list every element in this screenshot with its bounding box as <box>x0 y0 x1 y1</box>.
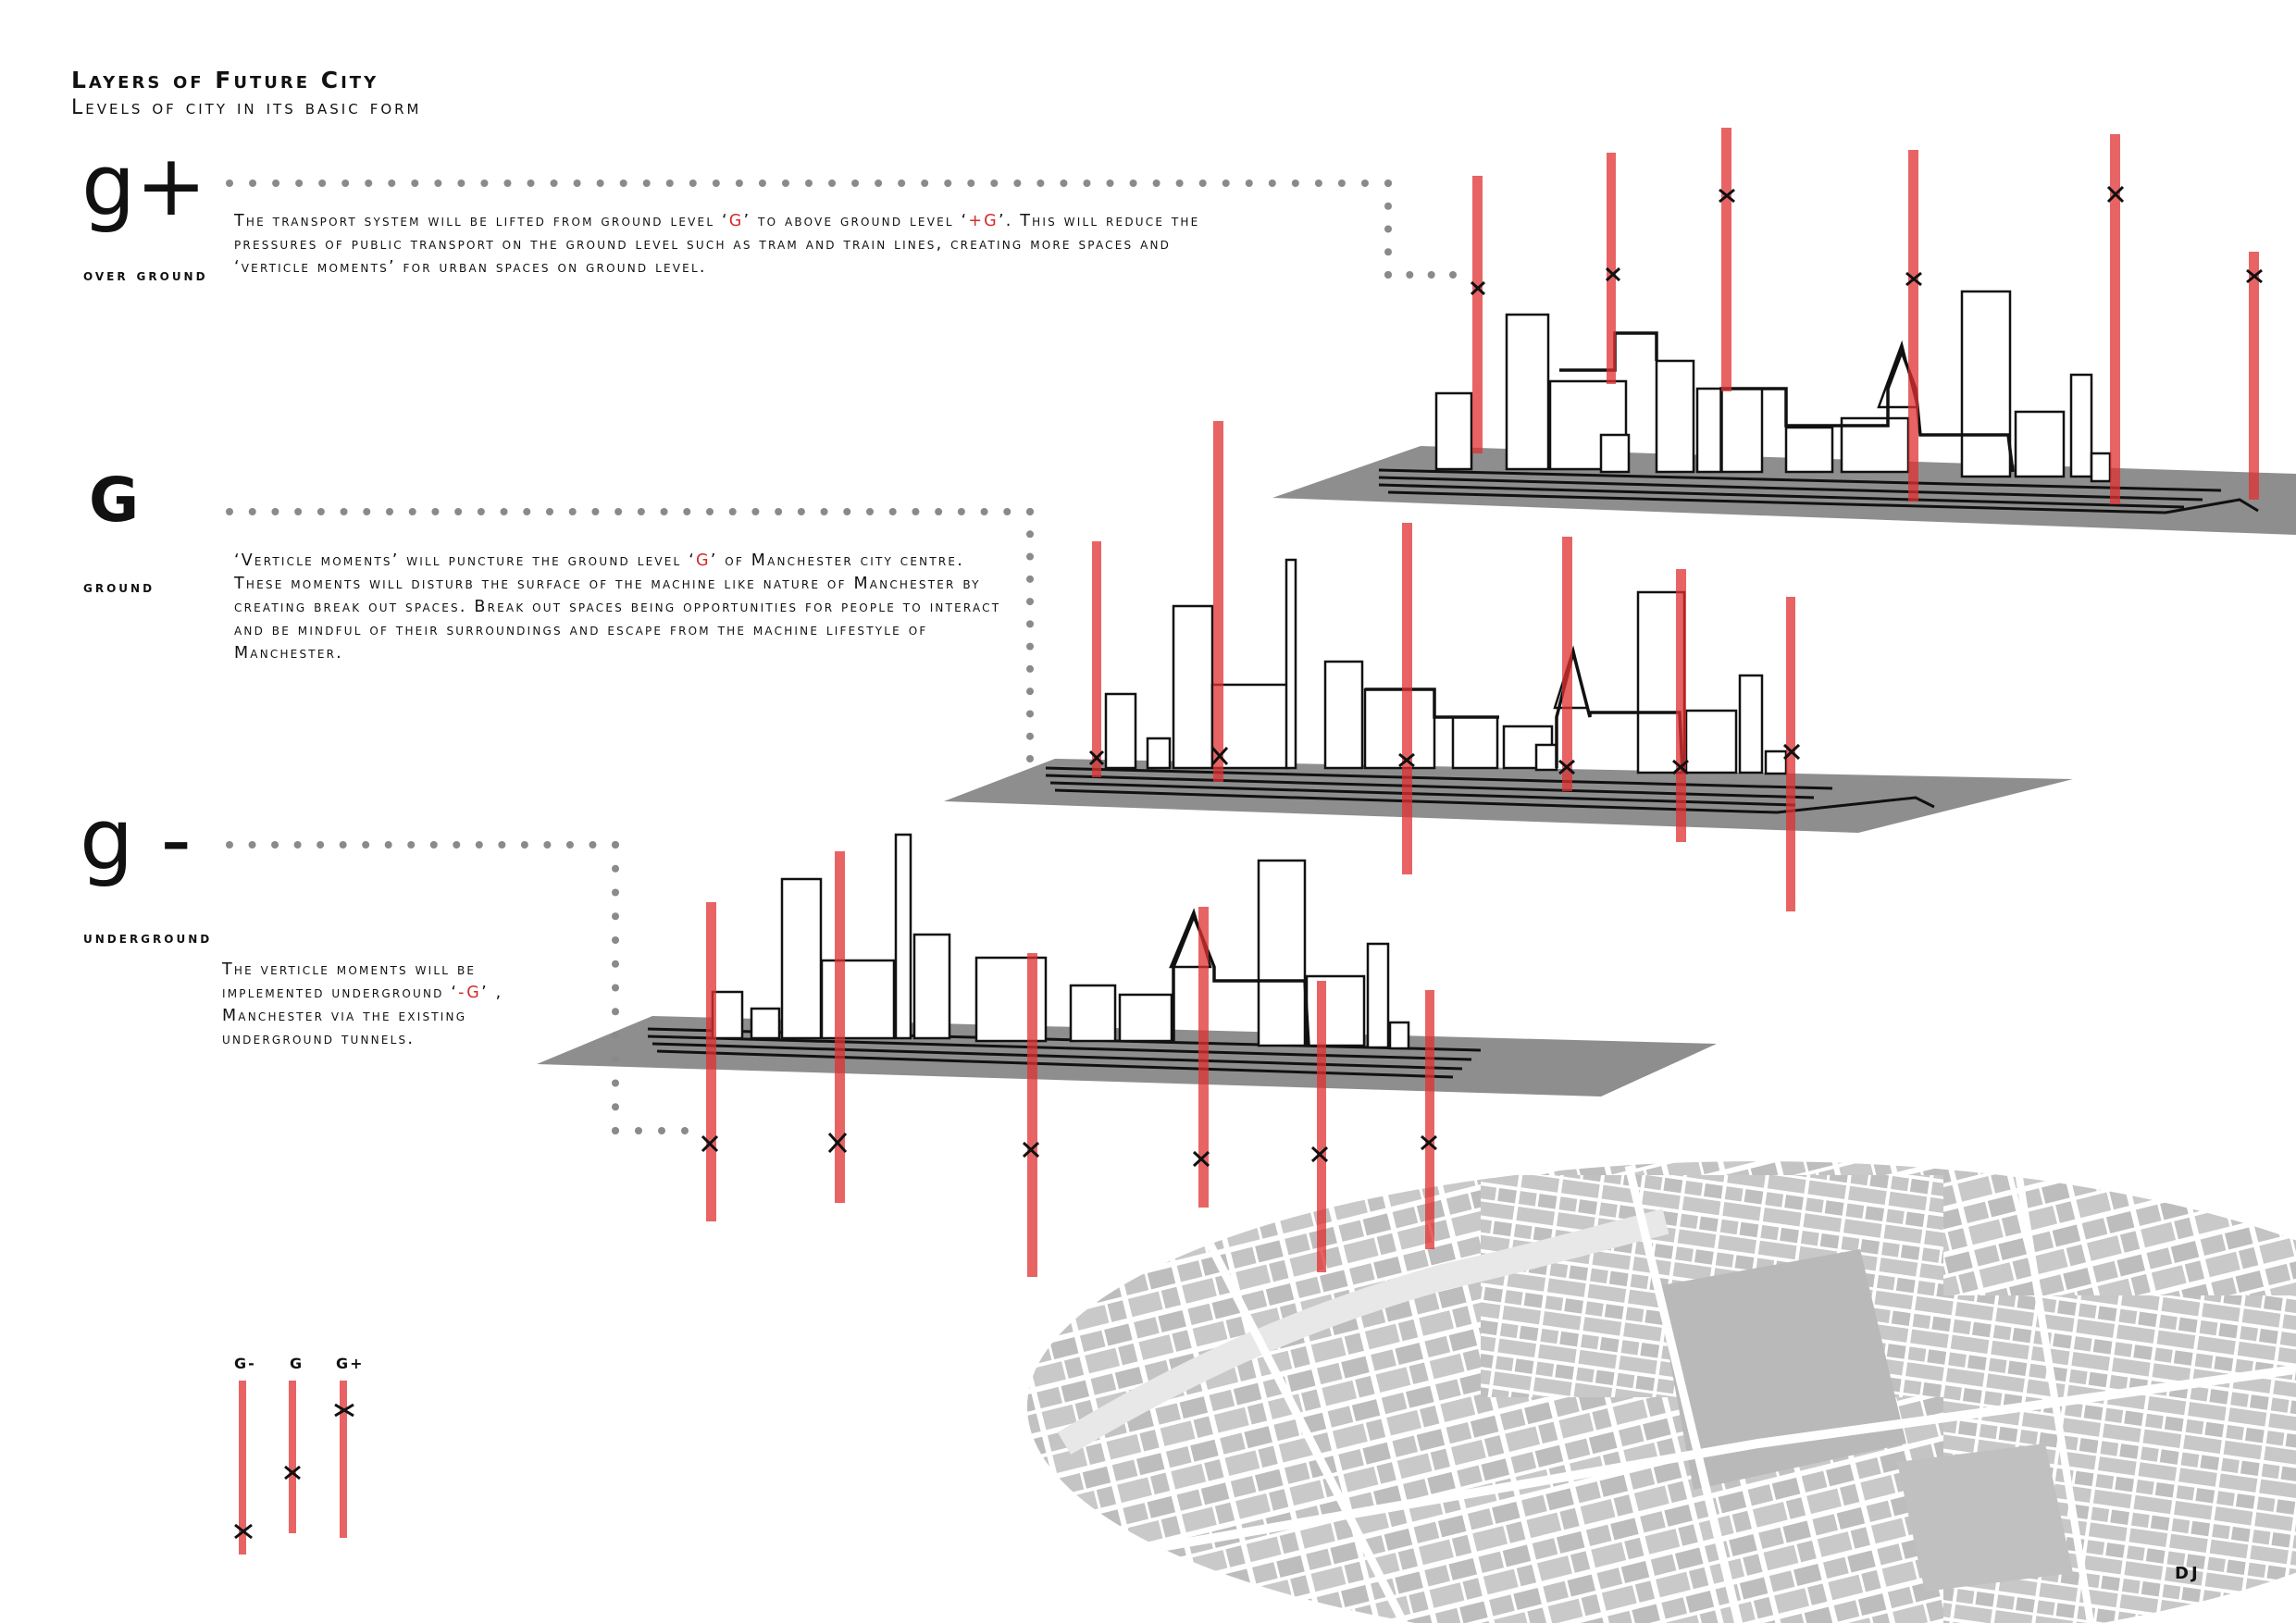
leader-dot <box>612 865 619 873</box>
leader-dot <box>1384 248 1392 255</box>
leader-dot <box>551 180 558 187</box>
leader-dot <box>1384 180 1392 187</box>
red-pillar <box>1721 128 1731 391</box>
legend-pillars <box>235 1381 354 1555</box>
leader-dot <box>226 508 233 515</box>
leader-dot <box>635 1127 642 1134</box>
red-pillar <box>1425 990 1434 1249</box>
leader-dot <box>411 180 418 187</box>
leader-dot <box>1026 665 1034 673</box>
leader-dot <box>566 841 574 849</box>
leader-dot <box>271 841 279 849</box>
leader-dot <box>1292 180 1299 187</box>
leader-dot <box>1026 643 1034 650</box>
legend-pillar-g-plus <box>340 1381 347 1538</box>
leader-dot <box>866 508 874 515</box>
leader-dot <box>1176 180 1184 187</box>
cross-marks <box>702 1134 1436 1166</box>
leader-dot <box>1384 203 1392 210</box>
leader-dot <box>706 508 714 515</box>
skyline-underground <box>713 835 1409 1048</box>
leader-dot <box>612 985 619 992</box>
leader-dot <box>612 889 619 897</box>
leader-dot <box>388 180 395 187</box>
leader-dot <box>453 841 460 849</box>
leader-dot <box>751 508 759 515</box>
leader-dot <box>1246 180 1253 187</box>
leader-dot <box>1153 180 1160 187</box>
leader-dot <box>638 508 645 515</box>
leader-dot <box>944 180 951 187</box>
leader-dot <box>851 180 859 187</box>
leader-dot <box>1026 598 1034 605</box>
leader-dot <box>503 180 511 187</box>
page-subtitle: Levels of city in its basic form <box>71 96 422 119</box>
leader-dot <box>713 180 720 187</box>
red-pillar <box>1908 150 1918 502</box>
leader-dot <box>521 841 528 849</box>
leader-dot <box>249 180 256 187</box>
leader-dot <box>1026 508 1034 515</box>
leader-dot <box>362 841 369 849</box>
leader-dot <box>1428 271 1435 279</box>
leader-dot <box>1013 180 1021 187</box>
leader-dot <box>249 841 256 849</box>
leader-dot <box>272 180 279 187</box>
leader-dot <box>612 1080 619 1087</box>
author-signature: DJ <box>2175 1564 2201 1583</box>
leader-dot <box>967 180 974 187</box>
level-symbol-ground: G <box>89 465 140 536</box>
leader-dot <box>843 508 850 515</box>
leader-dot <box>1130 180 1137 187</box>
leader-dot <box>1036 180 1044 187</box>
leader-dot <box>1199 180 1207 187</box>
leader-dot <box>1449 271 1457 279</box>
leader-dot <box>1107 180 1114 187</box>
leader-dot <box>990 180 998 187</box>
leader-dot <box>689 180 697 187</box>
leader-dot <box>1315 180 1322 187</box>
leader-dot <box>875 180 882 187</box>
leader-dot <box>1361 180 1369 187</box>
leader-dot <box>1026 755 1034 762</box>
leader-dot <box>341 508 348 515</box>
leader-dot <box>981 508 988 515</box>
leader-dot <box>317 508 325 515</box>
level-symbol-underground: g - <box>80 790 192 889</box>
leader-dot <box>385 841 392 849</box>
red-pillar <box>1027 953 1037 1277</box>
leader-dot <box>271 508 279 515</box>
level-symbol-over-ground: g+ <box>81 136 207 235</box>
cross-marks <box>1471 187 2262 294</box>
leader-dot <box>1406 271 1413 279</box>
leader-dot <box>612 1103 619 1110</box>
leader-dot <box>1269 180 1276 187</box>
leader-dot <box>478 508 485 515</box>
leader-dot <box>612 1127 619 1134</box>
leader-dot <box>921 180 928 187</box>
leader-dot <box>821 508 828 515</box>
leader-dot <box>407 841 415 849</box>
red-pillar <box>1317 981 1326 1272</box>
leader-dot <box>430 841 438 849</box>
leader-dot <box>249 508 256 515</box>
leader-dot <box>643 180 651 187</box>
leader-dot <box>612 960 619 968</box>
leader-dot <box>340 841 347 849</box>
leader-dot <box>226 180 233 187</box>
leader-dot <box>365 180 372 187</box>
leader-dot <box>1026 733 1034 740</box>
leader-dot <box>661 508 668 515</box>
leader-dot <box>612 1032 619 1039</box>
legend-label-g-minus: G- <box>234 1355 256 1372</box>
level-name-underground: underground <box>83 929 213 948</box>
leader-dot <box>1384 226 1392 233</box>
leader-dot <box>729 508 737 515</box>
red-pillar <box>1562 537 1572 791</box>
leader-dot <box>546 508 553 515</box>
red-pillar <box>1402 523 1412 874</box>
leader-dot <box>574 180 581 187</box>
leader-dot <box>1338 180 1346 187</box>
red-pillar <box>1676 569 1686 842</box>
leader-dot <box>523 508 530 515</box>
leader-dot <box>958 508 965 515</box>
leader-dot <box>620 180 627 187</box>
leader-dot <box>782 180 789 187</box>
leader-dot <box>612 1056 619 1063</box>
leader-dot <box>898 180 905 187</box>
leader-dot <box>431 508 439 515</box>
red-pillar <box>1092 541 1101 777</box>
leader-dot <box>226 841 233 849</box>
level-text-ground: ‘Verticle moments’ will puncture the ground level ‘G’ of Manchester city centre. These moments will disturb the surface of the machine like nature of Manchester by creating break out spaces. Break out spaces being opportunities for people to interact and be mindful of their surroundings and escape from the machine lifestyle of Manchester. <box>234 551 1001 663</box>
city-map <box>1018 1157 2296 1623</box>
leader-dot <box>476 841 483 849</box>
leader-dot <box>457 180 465 187</box>
level-name-ground: ground <box>83 578 155 597</box>
leader-dot <box>658 1127 665 1134</box>
leader-dot <box>498 841 505 849</box>
leader-dot <box>409 508 416 515</box>
legend-pillar-g <box>289 1381 296 1533</box>
leader-dot <box>1026 553 1034 561</box>
leader-dot <box>1384 271 1392 279</box>
leader-dot <box>775 508 782 515</box>
leader-dot <box>759 180 766 187</box>
level-text-over-ground: The transport system will be lifted from ground level ‘G’ to above ground level ‘+G’. This will reduce the pressures of public transport on the ground level such as tram and train lines, creating more spaces and ‘verticle moments’ for urban spaces on ground level. <box>234 212 1200 277</box>
red-pillar <box>2249 252 2259 500</box>
leader-dot <box>612 1008 619 1015</box>
red-pillar <box>1213 421 1223 782</box>
leader-dot <box>889 508 897 515</box>
leader-dot <box>318 180 326 187</box>
leader-dot <box>1003 508 1011 515</box>
leader-dot <box>1026 620 1034 627</box>
leader-dot <box>597 180 604 187</box>
leader-dot <box>1083 180 1090 187</box>
leader-dot <box>736 180 743 187</box>
plane-over-ground <box>1272 446 2296 535</box>
leader-dot <box>612 841 619 849</box>
leader-dot <box>294 508 302 515</box>
leader-dot <box>1026 576 1034 583</box>
leader-dot <box>1026 688 1034 695</box>
leader-dot <box>454 508 462 515</box>
leader-dot <box>480 180 488 187</box>
leader-dot <box>666 180 674 187</box>
legend-label-g: G <box>290 1355 304 1372</box>
leader-dot <box>681 1127 689 1134</box>
page-title: Layers of Future City <box>71 67 379 93</box>
leader-dot <box>683 508 690 515</box>
leader-dot <box>363 508 370 515</box>
legend-label-g-plus: G+ <box>336 1355 365 1372</box>
leader-dot <box>341 180 349 187</box>
red-pillar <box>1472 176 1483 453</box>
leader-dot <box>295 180 303 187</box>
leader-dot <box>805 180 813 187</box>
leader-dot <box>798 508 805 515</box>
level-name-over-ground: over ground <box>83 266 208 285</box>
leader-dot <box>828 180 836 187</box>
leader-dot <box>434 180 441 187</box>
level-text-underground: The verticle moments will be implemented underground ‘-G’ , Manchester via the existing underground tunnels. <box>222 960 503 1048</box>
leader-dot <box>294 841 302 849</box>
leader-dot <box>591 508 599 515</box>
layer-over-ground <box>1272 128 2296 535</box>
leader-dot <box>316 841 324 849</box>
red-pillar <box>706 902 716 1221</box>
leader-dot <box>912 508 919 515</box>
leader-dot <box>1026 710 1034 717</box>
leader-dot <box>612 936 619 944</box>
leader-dot <box>569 508 577 515</box>
leader-dot <box>614 508 622 515</box>
leader-dot <box>1026 530 1034 538</box>
leader-dot <box>543 841 551 849</box>
leader-dot <box>1222 180 1230 187</box>
leader-dot <box>589 841 596 849</box>
leader-dot <box>612 912 619 920</box>
leader-dot <box>527 180 535 187</box>
leader-dot <box>386 508 393 515</box>
leader-dot <box>935 508 942 515</box>
leader-dot <box>1060 180 1067 187</box>
leader-dot <box>501 508 508 515</box>
